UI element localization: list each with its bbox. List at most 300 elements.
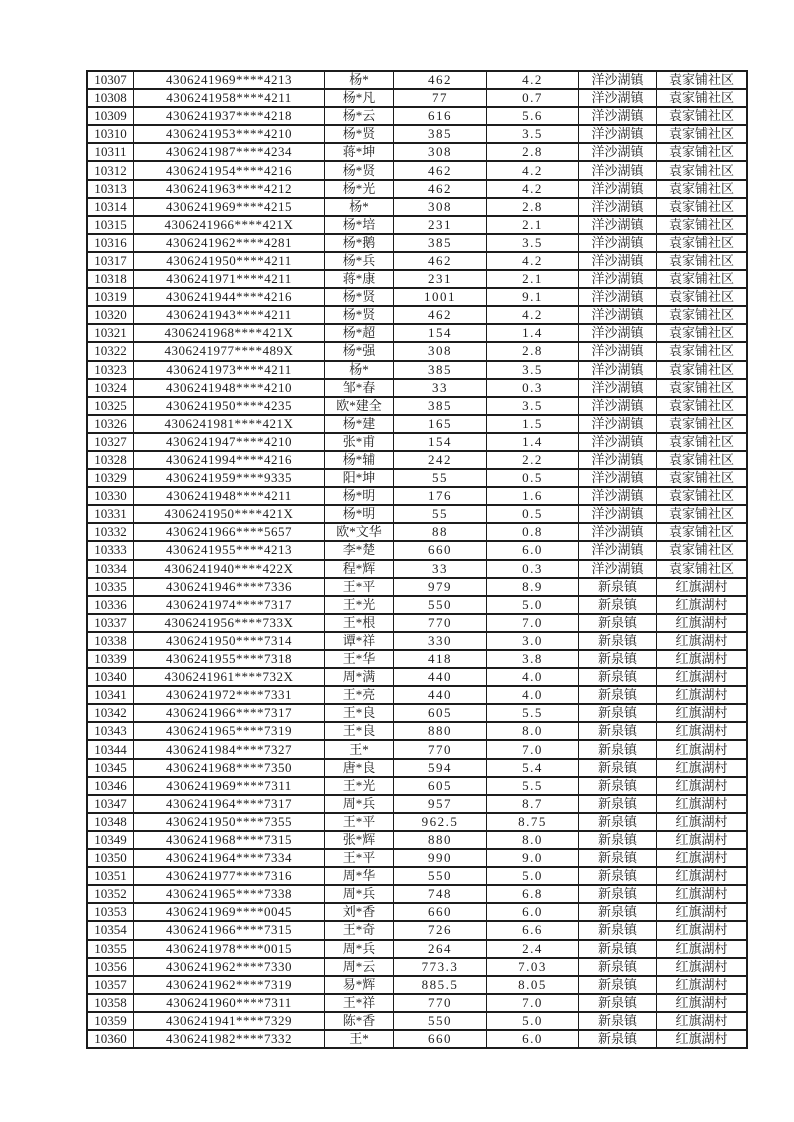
secondary-amount-cell: 4.2	[487, 71, 579, 89]
secondary-amount-cell: 5.5	[487, 777, 579, 795]
masked-id-number-cell: 4306241950****421X	[134, 505, 325, 523]
masked-name-cell: 李*楚	[325, 541, 394, 559]
masked-name-cell: 程*辉	[325, 560, 394, 578]
town-cell: 洋沙湖镇	[579, 252, 657, 270]
secondary-amount-cell: 4.0	[487, 668, 579, 686]
town-cell: 洋沙湖镇	[579, 469, 657, 487]
masked-id-number-cell: 4306241950****7314	[134, 632, 325, 650]
secondary-amount-cell: 8.75	[487, 813, 579, 831]
masked-name-cell: 杨*辅	[325, 451, 394, 469]
table-row	[87, 361, 747, 379]
table-row	[87, 759, 747, 777]
masked-name-cell: 杨*强	[325, 342, 394, 360]
masked-name-cell: 杨*贤	[325, 161, 394, 179]
town-cell: 新泉镇	[579, 614, 657, 632]
masked-id-number-cell: 4306241987****4234	[134, 143, 325, 161]
row-number-cell: 10312	[87, 161, 134, 179]
town-cell: 洋沙湖镇	[579, 541, 657, 559]
table-row	[87, 560, 747, 578]
masked-id-number-cell: 4306241977****489X	[134, 342, 325, 360]
masked-id-number-cell: 4306241978****0015	[134, 940, 325, 958]
town-cell: 洋沙湖镇	[579, 415, 657, 433]
masked-id-number-cell: 4306241966****7317	[134, 704, 325, 722]
table-row	[87, 71, 747, 89]
masked-name-cell: 周*兵	[325, 940, 394, 958]
town-cell: 新泉镇	[579, 1030, 657, 1048]
table-row	[87, 216, 747, 234]
row-number-cell: 10319	[87, 288, 134, 306]
masked-id-number-cell: 4306241964****7334	[134, 849, 325, 867]
table-row	[87, 596, 747, 614]
row-number-cell: 10331	[87, 505, 134, 523]
amount-cell: 660	[394, 903, 487, 921]
secondary-amount-cell: 3.5	[487, 397, 579, 415]
table-row	[87, 198, 747, 216]
masked-name-cell: 易*辉	[325, 976, 394, 994]
row-number-cell: 10355	[87, 940, 134, 958]
village-cell: 红旗湖村	[657, 958, 748, 976]
amount-cell: 385	[394, 125, 487, 143]
town-cell: 洋沙湖镇	[579, 523, 657, 541]
village-cell: 袁家铺社区	[657, 361, 748, 379]
table-row	[87, 89, 747, 107]
row-number-cell: 10329	[87, 469, 134, 487]
row-number-cell: 10320	[87, 306, 134, 324]
secondary-amount-cell: 5.0	[487, 867, 579, 885]
row-number-cell: 10327	[87, 433, 134, 451]
row-number-cell: 10344	[87, 740, 134, 758]
table-row	[87, 1012, 747, 1030]
amount-cell: 308	[394, 143, 487, 161]
village-cell: 红旗湖村	[657, 686, 748, 704]
town-cell: 洋沙湖镇	[579, 505, 657, 523]
amount-cell: 726	[394, 921, 487, 939]
table-row	[87, 578, 747, 596]
table-row	[87, 415, 747, 433]
town-cell: 洋沙湖镇	[579, 487, 657, 505]
amount-cell: 979	[394, 578, 487, 596]
amount-cell: 385	[394, 234, 487, 252]
secondary-amount-cell: 9.0	[487, 849, 579, 867]
masked-name-cell: 王*平	[325, 813, 394, 831]
village-cell: 袁家铺社区	[657, 469, 748, 487]
masked-name-cell: 杨*光	[325, 180, 394, 198]
village-cell: 红旗湖村	[657, 777, 748, 795]
masked-id-number-cell: 4306241941****7329	[134, 1012, 325, 1030]
secondary-amount-cell: 1.5	[487, 415, 579, 433]
town-cell: 洋沙湖镇	[579, 342, 657, 360]
masked-id-number-cell: 4306241953****4210	[134, 125, 325, 143]
row-number-cell: 10328	[87, 451, 134, 469]
table-row	[87, 958, 747, 976]
masked-id-number-cell: 4306241972****7331	[134, 686, 325, 704]
amount-cell: 165	[394, 415, 487, 433]
masked-id-number-cell: 4306241961****732X	[134, 668, 325, 686]
table-row	[87, 487, 747, 505]
table-row	[87, 686, 747, 704]
masked-name-cell: 蒋*坤	[325, 143, 394, 161]
village-cell: 红旗湖村	[657, 704, 748, 722]
masked-id-number-cell: 4306241968****7315	[134, 831, 325, 849]
table-row	[87, 433, 747, 451]
table-row	[87, 523, 747, 541]
town-cell: 新泉镇	[579, 777, 657, 795]
masked-id-number-cell: 4306241960****7311	[134, 994, 325, 1012]
row-number-cell: 10356	[87, 958, 134, 976]
secondary-amount-cell: 0.3	[487, 560, 579, 578]
town-cell: 洋沙湖镇	[579, 397, 657, 415]
table-row	[87, 379, 747, 397]
masked-name-cell: 王*	[325, 740, 394, 758]
row-number-cell: 10335	[87, 578, 134, 596]
table-row	[87, 722, 747, 740]
masked-name-cell: 王*亮	[325, 686, 394, 704]
amount-cell: 462	[394, 180, 487, 198]
village-cell: 红旗湖村	[657, 885, 748, 903]
masked-id-number-cell: 4306241944****4216	[134, 288, 325, 306]
town-cell: 新泉镇	[579, 885, 657, 903]
masked-name-cell: 杨*超	[325, 324, 394, 342]
village-cell: 红旗湖村	[657, 632, 748, 650]
village-cell: 袁家铺社区	[657, 107, 748, 125]
amount-cell: 55	[394, 505, 487, 523]
table-row	[87, 107, 747, 125]
amount-cell: 616	[394, 107, 487, 125]
amount-cell: 440	[394, 668, 487, 686]
amount-cell: 770	[394, 740, 487, 758]
village-cell: 红旗湖村	[657, 940, 748, 958]
town-cell: 新泉镇	[579, 686, 657, 704]
town-cell: 新泉镇	[579, 940, 657, 958]
table-row	[87, 541, 747, 559]
masked-id-number-cell: 4306241950****4235	[134, 397, 325, 415]
village-cell: 袁家铺社区	[657, 143, 748, 161]
masked-name-cell: 周*兵	[325, 795, 394, 813]
table-row	[87, 976, 747, 994]
table-row	[87, 451, 747, 469]
village-cell: 红旗湖村	[657, 668, 748, 686]
masked-name-cell: 王*光	[325, 777, 394, 795]
table-row	[87, 940, 747, 958]
masked-id-number-cell: 4306241965****7319	[134, 722, 325, 740]
secondary-amount-cell: 8.05	[487, 976, 579, 994]
masked-name-cell: 杨*培	[325, 216, 394, 234]
masked-id-number-cell: 4306241948****4211	[134, 487, 325, 505]
secondary-amount-cell: 7.0	[487, 994, 579, 1012]
secondary-amount-cell: 7.0	[487, 614, 579, 632]
secondary-amount-cell: 8.0	[487, 831, 579, 849]
amount-cell: 231	[394, 216, 487, 234]
row-number-cell: 10343	[87, 722, 134, 740]
row-number-cell: 10336	[87, 596, 134, 614]
table-body	[87, 71, 747, 1048]
table-row	[87, 650, 747, 668]
masked-name-cell: 杨*贤	[325, 125, 394, 143]
masked-id-number-cell: 4306241971****4211	[134, 270, 325, 288]
amount-cell: 660	[394, 541, 487, 559]
masked-name-cell: 杨*云	[325, 107, 394, 125]
row-number-cell: 10311	[87, 143, 134, 161]
row-number-cell: 10337	[87, 614, 134, 632]
table-row	[87, 921, 747, 939]
village-cell: 袁家铺社区	[657, 487, 748, 505]
secondary-amount-cell: 5.4	[487, 759, 579, 777]
masked-name-cell: 杨*	[325, 361, 394, 379]
table-row	[87, 270, 747, 288]
village-cell: 袁家铺社区	[657, 216, 748, 234]
town-cell: 新泉镇	[579, 759, 657, 777]
secondary-amount-cell: 3.5	[487, 234, 579, 252]
town-cell: 洋沙湖镇	[579, 198, 657, 216]
secondary-amount-cell: 1.4	[487, 433, 579, 451]
village-cell: 袁家铺社区	[657, 324, 748, 342]
town-cell: 洋沙湖镇	[579, 379, 657, 397]
town-cell: 洋沙湖镇	[579, 107, 657, 125]
table-row	[87, 903, 747, 921]
secondary-amount-cell: 8.7	[487, 795, 579, 813]
village-cell: 红旗湖村	[657, 831, 748, 849]
row-number-cell: 10346	[87, 777, 134, 795]
masked-name-cell: 周*兵	[325, 885, 394, 903]
amount-cell: 773.3	[394, 958, 487, 976]
row-number-cell: 10326	[87, 415, 134, 433]
town-cell: 洋沙湖镇	[579, 560, 657, 578]
village-cell: 袁家铺社区	[657, 252, 748, 270]
masked-name-cell: 周*满	[325, 668, 394, 686]
masked-id-number-cell: 4306241962****7330	[134, 958, 325, 976]
secondary-amount-cell: 2.4	[487, 940, 579, 958]
amount-cell: 605	[394, 704, 487, 722]
masked-name-cell: 周*云	[325, 958, 394, 976]
masked-name-cell: 杨*兵	[325, 252, 394, 270]
table-row	[87, 288, 747, 306]
table-row	[87, 125, 747, 143]
secondary-amount-cell: 9.1	[487, 288, 579, 306]
town-cell: 洋沙湖镇	[579, 451, 657, 469]
masked-name-cell: 杨*凡	[325, 89, 394, 107]
amount-cell: 660	[394, 1030, 487, 1048]
row-number-cell: 10315	[87, 216, 134, 234]
secondary-amount-cell: 0.3	[487, 379, 579, 397]
amount-cell: 957	[394, 795, 487, 813]
masked-id-number-cell: 4306241984****7327	[134, 740, 325, 758]
town-cell: 新泉镇	[579, 958, 657, 976]
table-row	[87, 614, 747, 632]
village-cell: 袁家铺社区	[657, 415, 748, 433]
town-cell: 洋沙湖镇	[579, 143, 657, 161]
village-cell: 红旗湖村	[657, 867, 748, 885]
secondary-amount-cell: 2.1	[487, 270, 579, 288]
secondary-amount-cell: 5.6	[487, 107, 579, 125]
table-row	[87, 740, 747, 758]
masked-id-number-cell: 4306241959****9335	[134, 469, 325, 487]
table-row	[87, 234, 747, 252]
row-number-cell: 10341	[87, 686, 134, 704]
town-cell: 洋沙湖镇	[579, 180, 657, 198]
town-cell: 新泉镇	[579, 668, 657, 686]
row-number-cell: 10358	[87, 994, 134, 1012]
masked-id-number-cell: 4306241968****421X	[134, 324, 325, 342]
masked-name-cell: 杨*明	[325, 505, 394, 523]
masked-name-cell: 杨*	[325, 71, 394, 89]
masked-name-cell: 杨*鹅	[325, 234, 394, 252]
row-number-cell: 10307	[87, 71, 134, 89]
secondary-amount-cell: 8.0	[487, 722, 579, 740]
village-cell: 袁家铺社区	[657, 288, 748, 306]
secondary-amount-cell: 3.5	[487, 361, 579, 379]
row-number-cell: 10332	[87, 523, 134, 541]
row-number-cell: 10321	[87, 324, 134, 342]
masked-name-cell: 王*良	[325, 722, 394, 740]
secondary-amount-cell: 7.0	[487, 740, 579, 758]
row-number-cell: 10325	[87, 397, 134, 415]
masked-id-number-cell: 4306241940****422X	[134, 560, 325, 578]
masked-name-cell: 王*	[325, 1030, 394, 1048]
masked-id-number-cell: 4306241956****733X	[134, 614, 325, 632]
secondary-amount-cell: 2.8	[487, 143, 579, 161]
village-cell: 袁家铺社区	[657, 560, 748, 578]
village-cell: 袁家铺社区	[657, 71, 748, 89]
masked-id-number-cell: 4306241965****7338	[134, 885, 325, 903]
masked-id-number-cell: 4306241969****0045	[134, 903, 325, 921]
masked-id-number-cell: 4306241946****7336	[134, 578, 325, 596]
town-cell: 新泉镇	[579, 632, 657, 650]
masked-name-cell: 王*根	[325, 614, 394, 632]
village-cell: 红旗湖村	[657, 976, 748, 994]
row-number-cell: 10323	[87, 361, 134, 379]
village-cell: 红旗湖村	[657, 650, 748, 668]
masked-id-number-cell: 4306241977****7316	[134, 867, 325, 885]
row-number-cell: 10324	[87, 379, 134, 397]
village-cell: 袁家铺社区	[657, 451, 748, 469]
masked-id-number-cell: 4306241964****7317	[134, 795, 325, 813]
row-number-cell: 10340	[87, 668, 134, 686]
table-row	[87, 180, 747, 198]
amount-cell: 605	[394, 777, 487, 795]
amount-cell: 550	[394, 1012, 487, 1030]
masked-name-cell: 欧*文华	[325, 523, 394, 541]
row-number-cell: 10333	[87, 541, 134, 559]
masked-name-cell: 王*平	[325, 578, 394, 596]
table-row	[87, 1030, 747, 1048]
village-cell: 袁家铺社区	[657, 89, 748, 107]
secondary-amount-cell: 2.8	[487, 342, 579, 360]
row-number-cell: 10317	[87, 252, 134, 270]
amount-cell: 550	[394, 867, 487, 885]
row-number-cell: 10308	[87, 89, 134, 107]
town-cell: 新泉镇	[579, 1012, 657, 1030]
secondary-amount-cell: 2.2	[487, 451, 579, 469]
village-cell: 袁家铺社区	[657, 306, 748, 324]
amount-cell: 962.5	[394, 813, 487, 831]
masked-id-number-cell: 4306241943****4211	[134, 306, 325, 324]
row-number-cell: 10357	[87, 976, 134, 994]
village-cell: 红旗湖村	[657, 1012, 748, 1030]
table-row	[87, 777, 747, 795]
village-cell: 袁家铺社区	[657, 180, 748, 198]
row-number-cell: 10342	[87, 704, 134, 722]
secondary-amount-cell: 5.5	[487, 704, 579, 722]
town-cell: 洋沙湖镇	[579, 288, 657, 306]
masked-name-cell: 王*华	[325, 650, 394, 668]
village-cell: 红旗湖村	[657, 1030, 748, 1048]
table-row	[87, 867, 747, 885]
masked-id-number-cell: 4306241948****4210	[134, 379, 325, 397]
table-row	[87, 849, 747, 867]
village-cell: 袁家铺社区	[657, 161, 748, 179]
amount-cell: 462	[394, 161, 487, 179]
amount-cell: 885.5	[394, 976, 487, 994]
village-cell: 红旗湖村	[657, 921, 748, 939]
masked-name-cell: 王*奇	[325, 921, 394, 939]
town-cell: 新泉镇	[579, 596, 657, 614]
secondary-amount-cell: 7.03	[487, 958, 579, 976]
row-number-cell: 10334	[87, 560, 134, 578]
secondary-amount-cell: 6.0	[487, 1030, 579, 1048]
amount-cell: 154	[394, 324, 487, 342]
table-row	[87, 505, 747, 523]
table-row	[87, 632, 747, 650]
town-cell: 洋沙湖镇	[579, 125, 657, 143]
town-cell: 新泉镇	[579, 795, 657, 813]
row-number-cell: 10313	[87, 180, 134, 198]
village-cell: 红旗湖村	[657, 578, 748, 596]
row-number-cell: 10354	[87, 921, 134, 939]
village-cell: 袁家铺社区	[657, 234, 748, 252]
amount-cell: 462	[394, 71, 487, 89]
masked-name-cell: 王*祥	[325, 994, 394, 1012]
table-row	[87, 252, 747, 270]
secondary-amount-cell: 3.0	[487, 632, 579, 650]
masked-id-number-cell: 4306241981****421X	[134, 415, 325, 433]
secondary-amount-cell: 1.4	[487, 324, 579, 342]
amount-cell: 33	[394, 379, 487, 397]
masked-id-number-cell: 4306241969****4213	[134, 71, 325, 89]
masked-id-number-cell: 4306241962****4281	[134, 234, 325, 252]
town-cell: 新泉镇	[579, 831, 657, 849]
row-number-cell: 10360	[87, 1030, 134, 1048]
amount-cell: 550	[394, 596, 487, 614]
row-number-cell: 10352	[87, 885, 134, 903]
row-number-cell: 10345	[87, 759, 134, 777]
town-cell: 洋沙湖镇	[579, 361, 657, 379]
amount-cell: 231	[394, 270, 487, 288]
masked-name-cell: 刘*香	[325, 903, 394, 921]
village-cell: 袁家铺社区	[657, 541, 748, 559]
village-cell: 红旗湖村	[657, 849, 748, 867]
amount-cell: 385	[394, 397, 487, 415]
village-cell: 红旗湖村	[657, 596, 748, 614]
masked-id-number-cell: 4306241958****4211	[134, 89, 325, 107]
masked-name-cell: 唐*良	[325, 759, 394, 777]
town-cell: 新泉镇	[579, 921, 657, 939]
amount-cell: 176	[394, 487, 487, 505]
amount-cell: 308	[394, 198, 487, 216]
row-number-cell: 10348	[87, 813, 134, 831]
masked-name-cell: 蒋*康	[325, 270, 394, 288]
secondary-amount-cell: 0.5	[487, 505, 579, 523]
secondary-amount-cell: 5.0	[487, 596, 579, 614]
village-cell: 袁家铺社区	[657, 523, 748, 541]
row-number-cell: 10347	[87, 795, 134, 813]
row-number-cell: 10330	[87, 487, 134, 505]
town-cell: 新泉镇	[579, 994, 657, 1012]
town-cell: 洋沙湖镇	[579, 306, 657, 324]
secondary-amount-cell: 4.2	[487, 161, 579, 179]
masked-id-number-cell: 4306241966****7315	[134, 921, 325, 939]
masked-name-cell: 王*良	[325, 704, 394, 722]
town-cell: 洋沙湖镇	[579, 234, 657, 252]
